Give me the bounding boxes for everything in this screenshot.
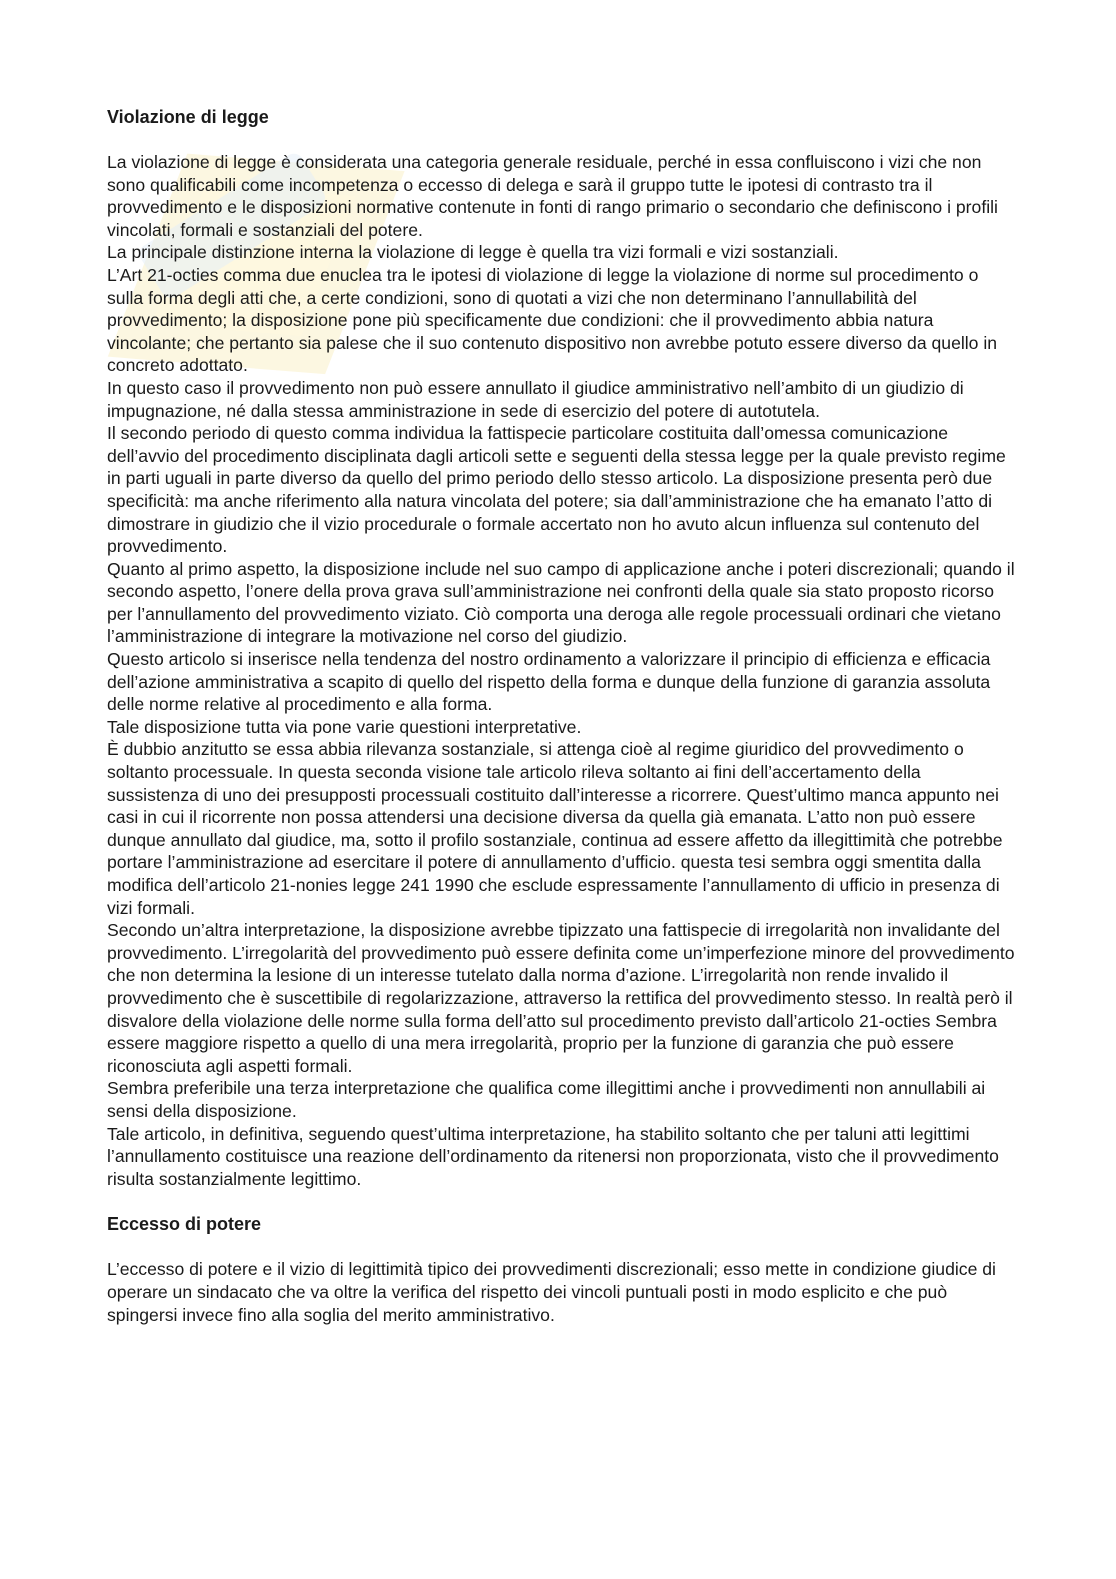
paragraph: La violazione di legge è considerata una categoria generale residuale, perché in essa confluiscono i vizi che non sono qualificabili come incompetenza o eccesso di delega e sarà il gruppo tutte le ipotesi di contrasto tra il provvedimento e le disposizioni normative contenute in fonti di rango primario o secondario che definiscono i profili vincolati, formali e sostanziali del potere. <box>107 152 998 240</box>
paragraph: Tale disposizione tutta via pone varie questioni interpretative. <box>107 716 582 737</box>
paragraph: Tale articolo, in definitiva, seguendo quest’ultima interpretazione, ha stabilito soltanto che per taluni atti legittimi l’annullamento costituisce una reazione dell’ordinamento da ritenersi non proporzionata, visto che il provvedimento risulta sostanzialmente legittimo. <box>107 1123 999 1189</box>
paragraph: Quanto al primo aspetto, la disposizione include nel suo campo di applicazione anche i poteri discrezionali; quando il secondo aspetto, l’onere della prova grava sull’amministrazione nei confronti della quale sia stato proposto ricorso per l’annullamento del provvedimento viziato. Ciò comporta una deroga alle regole processuali ordinari che vietano l’amministrazione di integrare la motivazione nel corso del giudizio. <box>107 558 1015 647</box>
document-page <box>107 106 1017 1326</box>
section-body <box>107 151 1017 1190</box>
paragraph: In questo caso il provvedimento non può essere annullato il giudice amministrativo nell’ambito di un giudizio di impugnazione, né dalla stessa amministrazione in sede di esercizio del potere di autotutela. <box>107 377 964 421</box>
section-heading: Eccesso di potere <box>107 1214 262 1235</box>
paragraph: Il secondo periodo di questo comma individua la fattispecie particolare costituita dall’omessa comunicazione dell’avvio del procedimento disciplinata dagli articoli sette e seguenti della stessa legge per la quale previsto regime in parti uguali in parte diverso da quello del primo periodo dello stesso articolo. La disposizione presenta però due specificità: ma anche riferimento alla natura vincolata del potere; sia dall’amministrazione che ha emanato l’atto di dimostrare in giudizio che il vizio procedurale o formale accertato non ho avuto alcun influenza sul contenuto del provvedimento. <box>107 423 1006 557</box>
paragraph: La principale distinzione interna la violazione di legge è quella tra vizi formali e vizi sostanziali. <box>107 242 839 263</box>
section-eccesso-di-potere <box>107 1213 1017 1326</box>
section-body <box>107 1258 1017 1326</box>
paragraph: Questo articolo si inserisce nella tendenza del nostro ordinamento a valorizzare il principio di efficienza e efficacia dell’azione amministrativa a scapito di quello del rispetto della forma e dunque della funzione di garanzia assoluta delle norme relative al procedimento e alla forma. <box>107 649 991 715</box>
paragraph: Secondo un’altra interpretazione, la disposizione avrebbe tipizzato una fattispecie di irregolarità non invalidante del provvedimento. L’irregolarità del provvedimento può essere definita come un’imperfezione minore del provvedimento che non determina la lesione di un interesse tutelato dalla norma d’azione. L’irregolarità non rende invalido il provvedimento che è suscettibile di regolarizzazione, attraverso la rettifica del provvedimento stesso. In realtà però il disvalore della violazione delle norme sulla forma dell’atto sul procedimento previsto dall’articolo 21-octies Sembra essere maggiore rispetto a quello di una mera irregolarità, proprio per la funzione di garanzia che può essere riconosciuta agli aspetti formali. <box>107 920 1015 1076</box>
section-violazione-di-legge <box>107 106 1017 1190</box>
paragraph: L’Art 21-octies comma due enuclea tra le ipotesi di violazione di legge la violazione di norme sul procedimento o sulla forma degli atti che, a certe condizioni, sono di quotati a vizi che non determinano l’annullabilità del provvedimento; la disposizione pone più specificamente due condizioni: che il provvedimento abbia natura vincolante; che pertanto sia palese che il suo contenuto dispositivo non avrebbe potuto essere diverso da quello in concreto adottato. <box>107 264 998 376</box>
paragraph: È dubbio anzitutto se essa abbia rilevanza sostanziale, si attenga cioè al regime giuridico del provvedimento o soltanto processuale. In questa seconda visione tale articolo rileva soltanto ai fini dell’accertamento della sussistenza di uno dei presupposti processuali costituito dall’interesse a ricorrere. Quest’ultimo manca appunto nei casi in cui il ricorrente non possa attendersi una decisione diversa da quella già emanata. L’atto non può essere dunque annullato dal giudice, ma, sotto il profilo sostanziale, continua ad essere affetto da illegittimità che potrebbe portare l’amministrazione ad esercitare il potere di annullamento d’ufficio. questa tesi sembra oggi smentita dalla modifica dell’articolo 21-nonies legge 241 1990 che esclude espressamente l’annullamento di ufficio in presenza di vizi formali. <box>107 739 1003 918</box>
paragraph: Sembra preferibile una terza interpretazione che qualifica come illegittimi anche i provvedimenti non annullabili ai sensi della disposizione. <box>107 1078 986 1121</box>
paragraph: L’eccesso di potere e il vizio di legittimità tipico dei provvedimenti discrezionali; esso mette in condizione giudice di operare un sindacato che va oltre la verifica del rispetto dei vincoli puntuali posti in modo esplicito e che può spingersi invece fino alla soglia del merito amministrativo. <box>107 1259 996 1325</box>
section-heading: Violazione di legge <box>107 107 269 127</box>
